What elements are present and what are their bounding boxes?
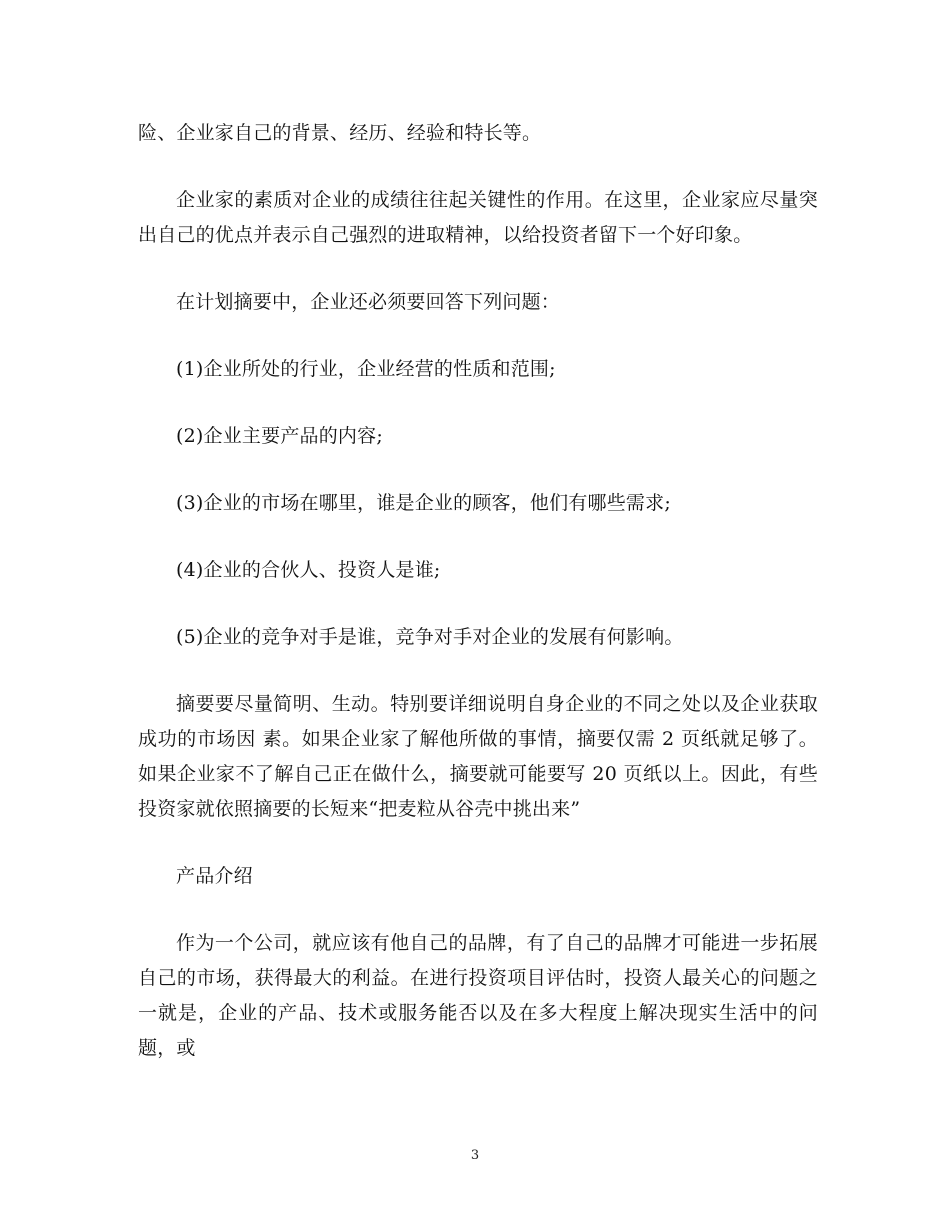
list-item-3: (3)企业的市场在哪里，谁是企业的顾客，他们有哪些需求; [176,492,671,514]
list-item-2: (2)企业主要产品的内容; [176,425,383,447]
paragraph-summary-advice: 摘要要尽量简明、生动。特别要详细说明自身企业的不同之处以及企业获取成功的市场因 素。如果企业家了解他所做的事情，摘要仅需 2 页纸就足够了。如果企业家不了解自己正在做什么，摘要就可能要写 20 页纸以上。因此，有些投资家就依照摘要的长短来“把麦粒从谷壳中挑出来” [138,693,818,820]
paragraph-continuation: 险、企业家自己的背景、经历、经验和特长等。 [138,122,542,144]
paragraph-product-intro: 作为一个公司，就应该有他自己的品牌，有了自己的品牌才可能进一步拓展自己的市场，获得最大的利益。在进行投资项目评估时，投资人最关心的问题之一就是，企业的产品、技术或服务能否以及在多大程度上解决现实生活中的问题，或 [138,932,818,1059]
paragraph-entrepreneur-quality: 企业家的素质对企业的成绩往往起关键性的作用。在这里，企业家应尽量突出自己的优点并表示自己强烈的进取精神，以给投资者留下一个好印象。 [138,189,818,246]
page-number: 3 [470,1148,480,1163]
document-body [138,116,818,1098]
list-item-4: (4)企业的合伙人、投资人是谁; [176,559,441,581]
paragraph-questions-intro: 在计划摘要中，企业还必须要回答下列问题： [176,291,561,313]
list-item-1: (1)企业所处的行业，企业经营的性质和范围; [176,358,556,380]
list-item-5: (5)企业的竞争对手是谁，竞争对手对企业的发展有何影响。 [176,626,684,648]
section-heading-product: 产品介绍 [176,865,253,887]
